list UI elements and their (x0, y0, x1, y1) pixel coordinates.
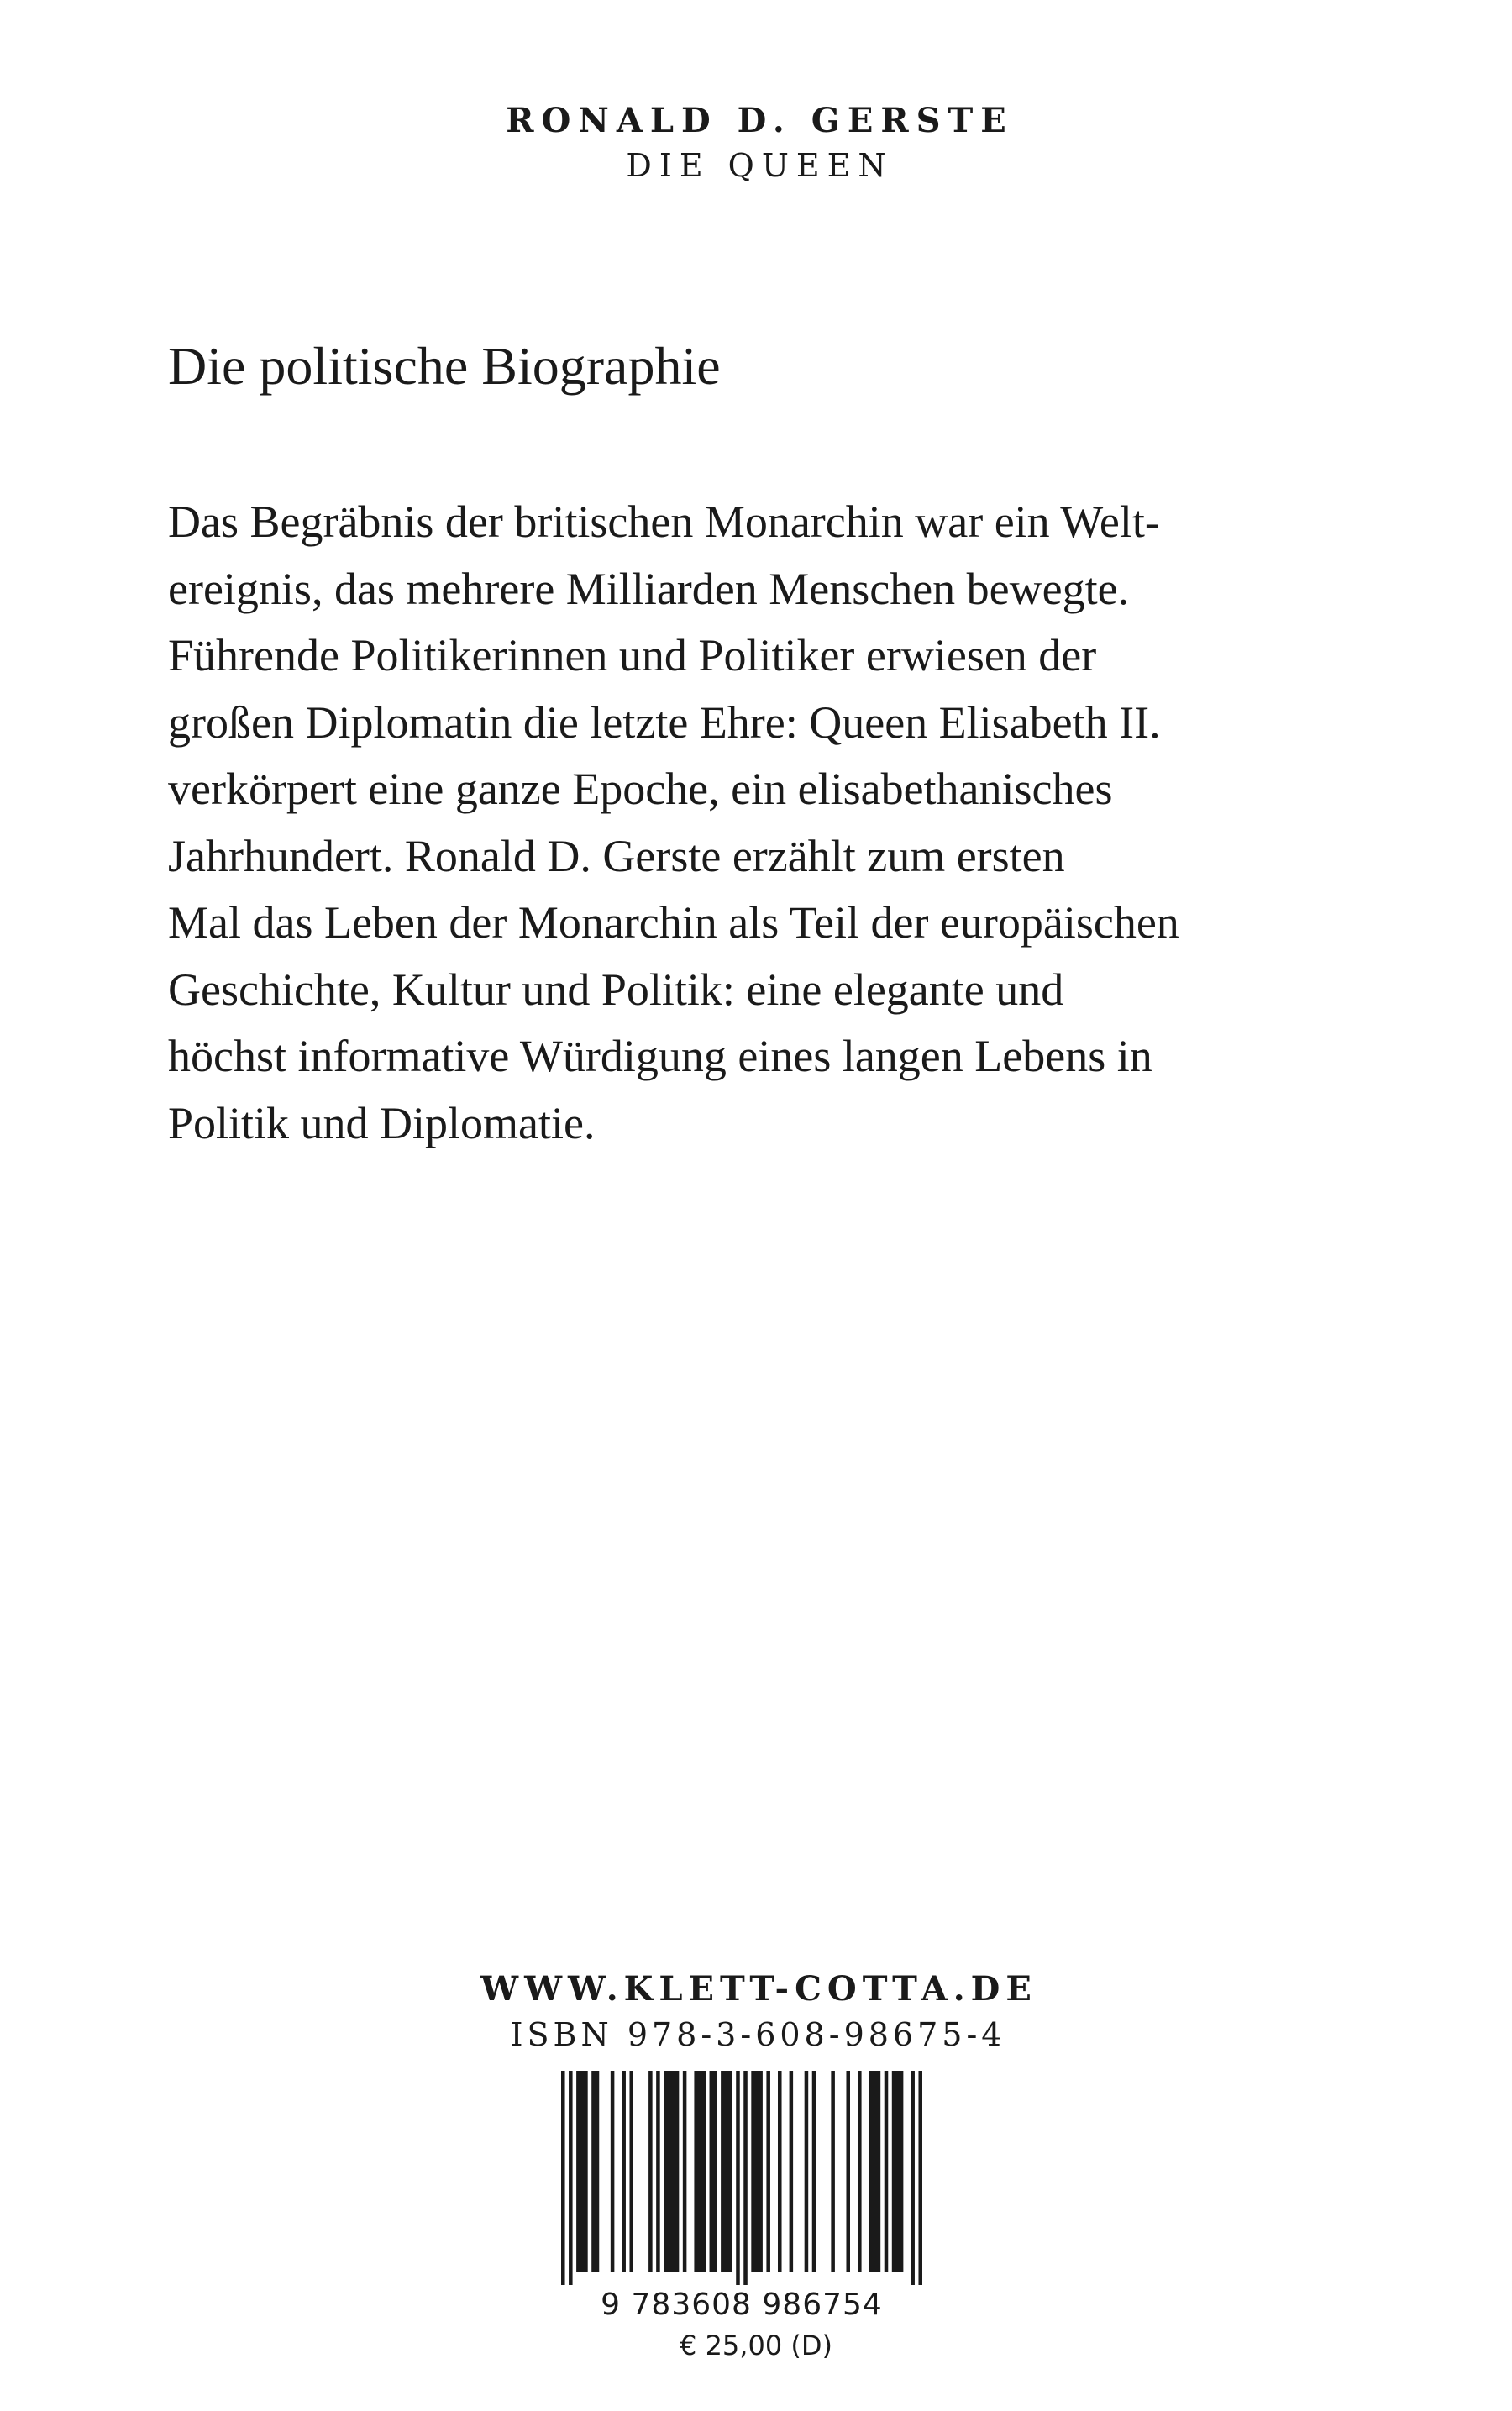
barcode (561, 2071, 922, 2285)
barcode-bar (892, 2071, 904, 2272)
barcode-bar (812, 2071, 816, 2272)
barcode-bar (778, 2071, 782, 2272)
publisher-website: WWW.KLETT-COTTA.DE (480, 1969, 1037, 2009)
blurb-line: großen Diplomatin die letzte Ehre: Queen Elisabeth II. (168, 696, 1161, 748)
blurb-line: Das Begräbnis der britischen Monarchin war ein Welt- (168, 496, 1160, 547)
barcode-bar (805, 2071, 809, 2272)
barcode-bar (885, 2071, 889, 2272)
barcode-bar (629, 2071, 633, 2272)
barcode-bar (743, 2071, 748, 2285)
barcode-bar (611, 2071, 615, 2272)
barcode-bar (622, 2071, 626, 2272)
barcode-bar (790, 2071, 794, 2272)
cover-header (0, 99, 1512, 188)
cover-footer (0, 1966, 1512, 2056)
barcode-bar (869, 2071, 881, 2272)
barcode-bar (569, 2071, 573, 2285)
author-name: RONALD D. GERSTE (506, 101, 1014, 140)
blurb-line: verkörpert eine ganze Epoche, ein elisabethanisches (168, 764, 1113, 814)
blurb-line: Geschichte, Kultur und Politik: eine elegante und (168, 964, 1064, 1015)
barcode-bar (766, 2071, 770, 2272)
barcode-digits: 9 783608 986754 (601, 2288, 883, 2322)
barcode-bar (721, 2071, 732, 2272)
blurb-text (168, 489, 1344, 1157)
barcode-bar (751, 2071, 763, 2272)
barcode-bar (561, 2071, 565, 2285)
barcode-bar (656, 2071, 660, 2272)
isbn-number: ISBN 978-3-608-98675-4 (510, 2016, 1006, 2053)
barcode-bar (736, 2071, 740, 2285)
barcode-graphic (561, 2071, 922, 2285)
blurb-line: ereignis, das mehrere Milliarden Menschen bewegte. (168, 563, 1130, 614)
barcode-bar (858, 2071, 862, 2272)
barcode-bar (683, 2071, 687, 2272)
blurb-line: Mal das Leben der Monarchin als Teil der europäischen (168, 897, 1179, 948)
barcode-bar (831, 2071, 835, 2272)
book-subtitle: Die politische Biographie (168, 336, 721, 396)
blurb-line: höchst informative Würdigung eines langen Lebens in (168, 1031, 1152, 1081)
barcode-bar (648, 2071, 653, 2272)
barcode-bar (664, 2071, 679, 2272)
barcode-bar (710, 2071, 717, 2272)
barcode-bar (694, 2071, 706, 2272)
blurb-line: Führende Politikerinnen und Politiker erwiesen der (168, 630, 1097, 680)
blurb-line: Politik und Diplomatie. (168, 1097, 596, 1148)
barcode-bar (911, 2071, 915, 2285)
barcode-bar (591, 2071, 599, 2272)
barcode-bar (918, 2071, 922, 2285)
barcode-bar (576, 2071, 588, 2272)
barcode-bar (846, 2071, 850, 2272)
price-label: € 25,00 (D) (680, 2330, 832, 2361)
blurb-line: Jahrhundert. Ronald D. Gerste erzählt zum ersten (168, 830, 1065, 881)
book-title: DIE QUEEN (626, 147, 894, 184)
